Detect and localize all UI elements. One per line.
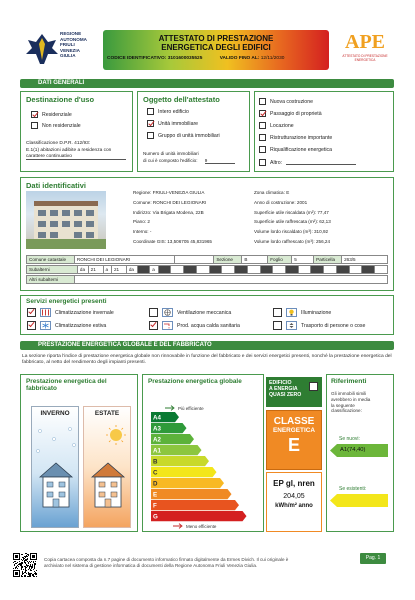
class-bar-e: [151, 489, 232, 499]
numero-unita-label: Numero di unità immobiliari: [143, 151, 199, 156]
id-row: Superficie utile raffrescata (m²): 62,13: [254, 219, 331, 225]
building-icon: [26, 191, 106, 249]
ep-box: [266, 472, 322, 532]
residenziale-checkbox[interactable]: [31, 111, 38, 118]
region-logo: [22, 30, 62, 70]
eagle-icon: [22, 30, 62, 70]
ep-value: 204,05: [283, 493, 305, 500]
servizio-ventilazione[interactable]: Ventilazione meccanica: [149, 308, 231, 317]
bulb-icon: [286, 308, 297, 317]
class-label-e: E: [153, 491, 158, 499]
snowflake-icon: [40, 321, 51, 330]
nuova-costruzione-checkbox[interactable]: [259, 98, 266, 105]
class-label-g: G: [153, 513, 158, 521]
classificazione-label: Classificazione D.P.R. 412/93:: [26, 141, 91, 146]
piu-efficiente-row: Più efficiente: [165, 405, 204, 411]
elevator-icon: [286, 321, 297, 330]
identificativi-title: Dati identificativi: [26, 181, 87, 190]
energy-class-scale: [151, 412, 261, 526]
option-passaggio-proprieta[interactable]: Passaggio di proprietà: [259, 110, 322, 117]
class-bar-c: [151, 467, 217, 477]
house-summer-icon: [84, 421, 132, 527]
composto-value: 9: [205, 158, 235, 164]
destinazione-box: [20, 91, 133, 172]
identificativi-box: [20, 177, 394, 291]
id-right-col: [254, 188, 389, 247]
code-value: 3101600035525: [167, 56, 203, 61]
id-row: Volume lordo riscaldato (m³): 310,92: [254, 229, 329, 235]
class-label-b: B: [153, 458, 158, 466]
motivazione-box: [254, 91, 394, 172]
nuovi-arrow: [330, 444, 388, 457]
option-intero-edificio[interactable]: Intero edificio: [147, 108, 189, 115]
class-bar-d: [151, 478, 224, 488]
radiator-icon: [40, 308, 51, 317]
nzeb-checkbox[interactable]: [309, 382, 318, 391]
non-residenziale-checkbox[interactable]: [31, 122, 38, 129]
meno-efficiente-row: Meno efficiente: [173, 523, 216, 529]
riferimenti-text: Gli immobili simili avrebbero in media la seguente classificazione:: [331, 391, 371, 414]
code-row: [107, 56, 327, 61]
class-scale: [151, 412, 261, 526]
id-row: Interno: -: [133, 229, 152, 235]
ristrutturazione-checkbox[interactable]: [259, 134, 266, 141]
id-row: Zona climatica: E: [254, 190, 290, 195]
ep-label: EP gl, nren: [273, 479, 315, 488]
section-prestazione: PRESTAZIONE ENERGETICA GLOBALE E DEL FABBRICATO: [20, 341, 394, 350]
ventilazione-checkbox[interactable]: [149, 308, 158, 317]
composto-row: di cui è composto l'edificio: 9: [143, 158, 243, 164]
option-altro[interactable]: Altro:: [259, 159, 356, 166]
classificazione-value: E.1(1) abitazioni adibite a residenza con carattere continuativo: [26, 148, 126, 160]
arrow-down-icon: [173, 523, 183, 529]
id-row: Comune: RONCHI DEI LEGIONARI: [133, 199, 207, 205]
id-row: Coordinate GIS: 13,506705 45,831965: [133, 238, 212, 244]
trasporto-checkbox[interactable]: [273, 321, 282, 330]
altro-checkbox[interactable]: [259, 159, 266, 166]
ape-logo: APE ATTESTATO DI PRESTAZIONE ENERGETICA: [342, 31, 388, 62]
valid-label: VALIDO FINO AL:: [219, 56, 260, 61]
class-bar-f: [151, 500, 239, 510]
nzeb-box: EDIFICIO A ENERGIA QUASI ZERO: [266, 377, 322, 407]
illuminazione-checkbox[interactable]: [273, 308, 282, 317]
qr-code: [13, 553, 37, 577]
class-bar-g: [151, 511, 247, 521]
intero-edificio-checkbox[interactable]: [147, 108, 154, 115]
id-left-col: [133, 188, 251, 247]
fabbricato-title: Prestazione energetica del fabbricato: [26, 378, 107, 392]
option-riqualificazione[interactable]: Riqualificazione energetica: [259, 146, 332, 153]
option-residenziale[interactable]: Residenziale: [31, 111, 72, 118]
section-dati-generali: DATI GENERALI: [20, 79, 394, 88]
servizio-climatizzazione-estiva[interactable]: Climatizzazione estiva: [27, 321, 106, 330]
building-photo: [26, 191, 106, 249]
climatizzazione-invernale-checkbox[interactable]: [27, 308, 36, 317]
esistenti-arrow: [330, 494, 388, 507]
riferimenti-box: [326, 374, 394, 532]
header-title: ATTESTATO DI PRESTAZIONE ENERGETICA DEGLI EDIFICI: [158, 34, 274, 52]
servizio-climatizzazione-invernale[interactable]: Climatizzazione invernale: [27, 308, 114, 317]
id-row: Anno di costruzione: 2001: [254, 199, 308, 205]
house-winter-icon: [32, 421, 80, 527]
passaggio-proprieta-checkbox[interactable]: [259, 110, 266, 117]
id-row: Indirizzo: Via Brigata Modena, 22B: [133, 209, 204, 215]
arrow-up-icon: [165, 405, 175, 411]
riferimenti-title: Riferimenti: [331, 378, 367, 385]
class-label-a4: A4: [153, 414, 161, 422]
servizi-title: Servizi energetici presenti: [26, 298, 107, 305]
class-label-c: C: [153, 469, 158, 477]
class-label-a3: A3: [153, 425, 161, 433]
intro-text: La sezione riporta l'indice di prestazione energetica globale non rinnovabile in funzione del fabbricato e dei servizi energetici presenti, nonché la prestazione energetica del fabbricato, al netto del rendimento degli impianti presenti.: [22, 354, 392, 366]
table-row: Subalterni da 21 a 21 da a: [27, 266, 388, 274]
table-row: Comune catastale RONCHI DEI LEGIONARI Sezione B Foglio 5 Particella 263/5: [27, 256, 388, 264]
id-row: Volume lordo raffrescato (m³): 256,24: [254, 238, 331, 244]
subalterni-table: [26, 265, 388, 274]
option-gruppo-unita[interactable]: Gruppo di unità immobiliari: [147, 132, 220, 139]
valid-value: 12/11/2030: [260, 56, 285, 61]
globale-box: [142, 374, 264, 532]
ep-unit: kWh/m² anno: [275, 503, 313, 509]
class-label-a2: A2: [153, 436, 161, 444]
estate-panel: [83, 406, 131, 528]
climatizzazione-estiva-checkbox[interactable]: [27, 321, 36, 330]
globale-title: Prestazione energetica globale: [148, 378, 242, 385]
option-unita-immobiliare[interactable]: Unità immobiliare: [147, 120, 198, 127]
id-row: Regione: FRIULI-VENEZIA GIULIA: [133, 190, 205, 195]
id-row: Superficie utile riscaldata (m²): 77,47: [254, 209, 329, 215]
classe-label-2: ENERGETICA: [273, 427, 315, 434]
inverno-panel: [31, 406, 79, 528]
altro-field[interactable]: [286, 160, 356, 165]
acqua-calda-checkbox[interactable]: [149, 321, 158, 330]
class-label-a1: A1: [153, 447, 161, 455]
arrow-left-yellow: [330, 494, 388, 507]
classe-value: E: [287, 435, 300, 455]
fan-icon: [162, 308, 173, 317]
servizi-box: [20, 295, 394, 335]
header-banner: [103, 30, 329, 70]
servizio-trasporto[interactable]: Trasporto di persone o cose: [273, 321, 365, 330]
estate-label: ESTATE: [94, 410, 120, 417]
option-non-residenziale[interactable]: Non residenziale: [31, 122, 81, 129]
altri-subalterni-table: [26, 275, 388, 284]
id-row: Piano: 2: [133, 219, 150, 225]
destinazione-title: Destinazione d'uso: [26, 95, 95, 104]
footer-text: Copia cartacea composta da n.7 pagine di documento informatico firmato digitalmente da Ermes Divich. Il cui originale è archiviato nel sistema di gestione informatica di documenti della Regione Autonoma Friuli Venezia Giulia.: [44, 557, 289, 568]
class-label-f: F: [153, 502, 157, 510]
riqualificazione-checkbox[interactable]: [259, 146, 266, 153]
oggetto-box: [137, 91, 250, 172]
nuovi-label: Se nuovi:: [339, 436, 360, 442]
table-row: Altri subalterni: [27, 276, 388, 284]
locazione-checkbox[interactable]: [259, 122, 266, 129]
code-label: CODICE IDENTIFICATIVO:: [107, 56, 167, 61]
region-name: REGIONE AUTONOMA FRIULI VENEZIA GIULIA: [60, 31, 87, 59]
option-locazione[interactable]: Locazione: [259, 122, 294, 129]
inverno-label: INVERNO: [40, 410, 70, 417]
gruppo-unita-checkbox[interactable]: [147, 132, 154, 139]
class-label-d: D: [153, 480, 158, 488]
esistenti-label: Se esistenti:: [339, 486, 367, 492]
tap-icon: [162, 321, 173, 330]
oggetto-title: Oggetto dell'attestato: [143, 95, 220, 104]
servizio-illuminazione[interactable]: Illuminazione: [273, 308, 331, 317]
servizio-acqua-calda[interactable]: Prod. acqua calda sanitaria: [149, 321, 240, 330]
option-ristrutturazione[interactable]: Ristrutturazione importante: [259, 134, 332, 141]
class-bar-b: [151, 456, 209, 466]
classe-box: [266, 410, 322, 470]
unita-immobiliare-checkbox[interactable]: [147, 120, 154, 127]
page-number: Pag. 1: [360, 553, 386, 564]
option-nuova-costruzione[interactable]: Nuova costruzione: [259, 98, 313, 105]
catastale-table: [26, 255, 388, 264]
nuovi-value: A1(74,40): [340, 447, 366, 453]
fabbricato-box: [20, 374, 138, 532]
qr-code-icon: [13, 553, 37, 577]
classe-label-1: CLASSE: [273, 416, 315, 427]
